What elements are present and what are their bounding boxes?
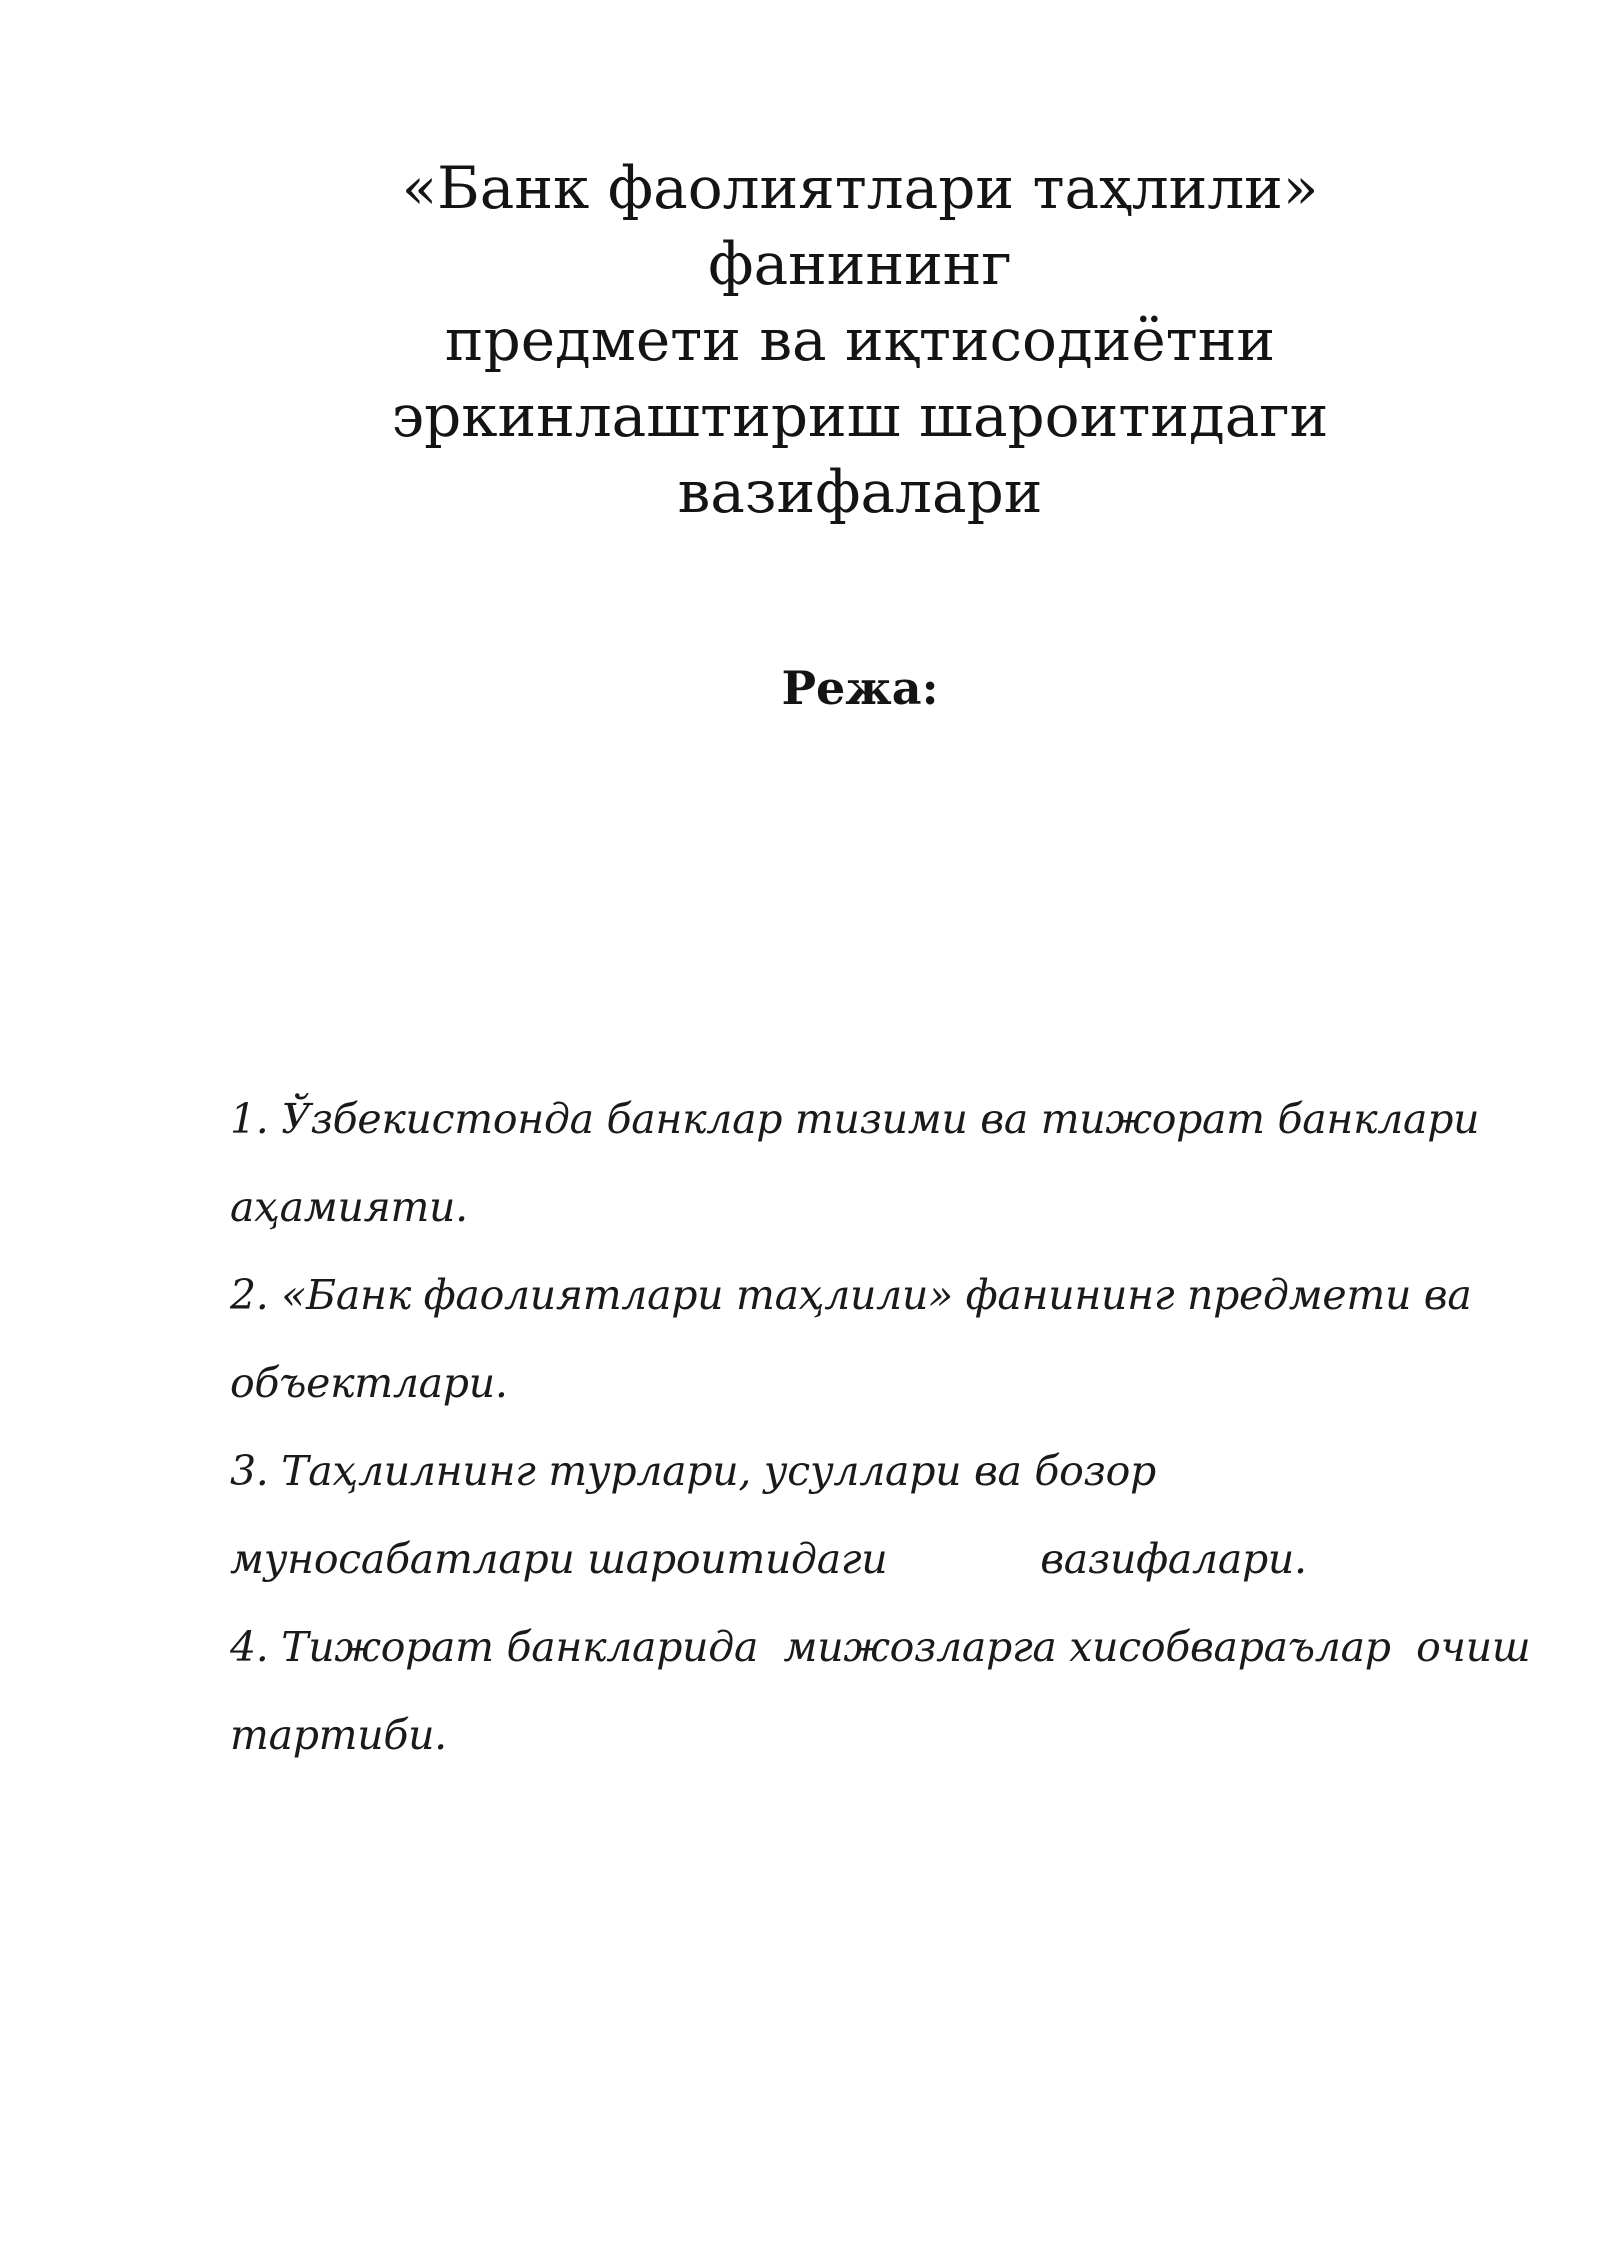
plan-item (230, 1251, 1490, 1427)
title-line: предмети ва иқтисодиётни (444, 306, 1276, 374)
plan-item (230, 1427, 1490, 1603)
plan-list (230, 1075, 1531, 1779)
plan-item (230, 1075, 1490, 1251)
plan-item-line: 2. «Банк фаолиятлари таҳлили» фанининг предмети ва (230, 1271, 1472, 1319)
plan-item-line: 4. Тижорат банкларида мижозларга хисобвараълар очиш (230, 1623, 1531, 1671)
plan-item-line: 3. Таҳлилнинг турлари, усуллари ва бозор (230, 1447, 1156, 1495)
plan-item-line: 1. Ўзбекистонда банклар тизими ва тижорат банклари (230, 1095, 1480, 1143)
plan-item-line: муносабатлари шароитидаги вазифалари. (230, 1535, 1307, 1583)
title-line: эркинлаштириш шароитидаги (391, 382, 1329, 450)
title-line: вазифалари (677, 458, 1043, 526)
plan-item-line: аҳамияти. (230, 1183, 468, 1231)
title-line: «Банк фаолиятлари таҳлили» фанининг (401, 154, 1319, 298)
document-title (250, 150, 1470, 530)
plan-item-line: объектлари. (230, 1359, 508, 1407)
plan-heading: Режа: (781, 661, 939, 715)
plan-item (230, 1603, 1531, 1779)
plan-item-line: тартиби. (230, 1711, 447, 1759)
